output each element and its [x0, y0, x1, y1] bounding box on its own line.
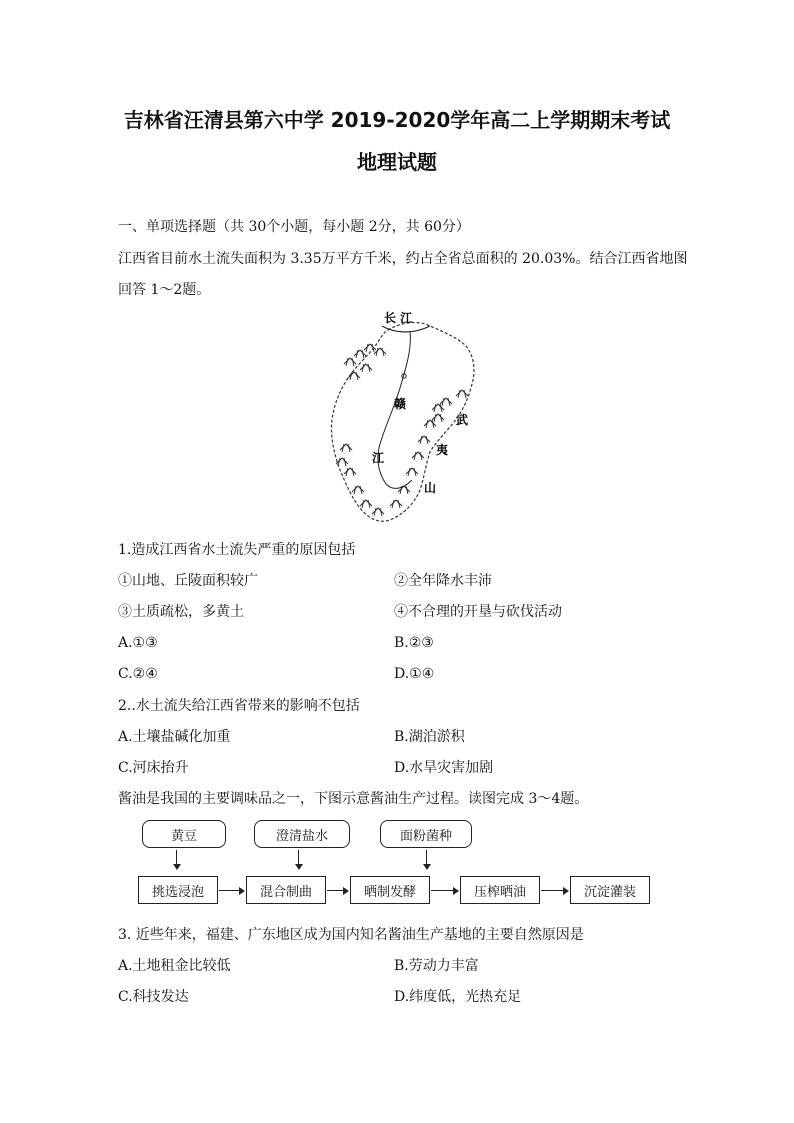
exam-subject: 地理试题 — [357, 150, 437, 174]
flow-arrow-down-1 — [176, 850, 177, 868]
q1-option-c: C.②④ — [118, 666, 158, 682]
flow-step-4: 压榨晒油 — [460, 876, 540, 904]
exam-title: 吉林省汪清县第六中学 2019-2020学年高二上学期期末考试 — [123, 108, 671, 132]
q1-statement-2: ②全年降水丰沛 — [394, 573, 492, 589]
q3-option-d: D.纬度低，光热充足 — [394, 989, 522, 1005]
map-label-yi: 夷 — [436, 443, 449, 457]
q2-option-d: D.水旱灾害加剧 — [394, 760, 494, 776]
map-label-jiang: 江 — [372, 451, 385, 465]
map-label-shan: 山 — [424, 481, 437, 495]
q1-option-b: B.②③ — [394, 635, 434, 651]
q3-option-b: B.劳动力丰富 — [394, 958, 479, 974]
flow-arrow-right-4 — [541, 890, 567, 891]
flow-arrow-down-3 — [426, 850, 427, 868]
map-label-wu: 武 — [456, 413, 469, 427]
flow-input-brine: 澄清盐水 — [254, 820, 350, 848]
flow-arrow-right-1 — [219, 890, 243, 891]
q1-option-a: A.①③ — [118, 635, 158, 651]
flow-arrow-down-2 — [298, 850, 299, 868]
flow-step-5: 沉淀灌装 — [570, 876, 650, 904]
flow-step-2: 混合制曲 — [246, 876, 326, 904]
flow-step-3: 晒制发酵 — [350, 876, 430, 904]
question-1-stem: 1.造成江西省水土流失严重的原因包括 — [118, 542, 356, 558]
q2-option-a: A.土壤盐碱化加重 — [118, 729, 231, 745]
question-3-stem: 3. 近些年来，福建、广东地区成为国内知名酱油生产基地的主要自然原因是 — [118, 927, 584, 943]
flow-arrow-right-2 — [327, 890, 347, 891]
map-label-changjiang: 长 江 — [384, 311, 413, 325]
flow-input-soybean: 黄豆 — [142, 820, 226, 848]
section-heading: 一、单项选择题（共 30个小题，每小题 2分，共 60分） — [118, 219, 470, 235]
jiangxi-map — [326, 308, 486, 530]
q1-statement-3: ③土质疏松，多黄土 — [118, 604, 244, 620]
flow-input-flour-starter: 面粉菌种 — [380, 820, 472, 848]
map-label-gan: 赣 — [394, 397, 407, 411]
q2-option-c: C.河床抬升 — [118, 760, 189, 776]
flow-step-1: 挑选浸泡 — [138, 876, 218, 904]
intro-paragraph-line1: 江西省目前水土流失面积为 3.35万平方千米，约占全省总面积的 20.03%。结合江西省地图 — [118, 251, 688, 267]
soy-sauce-flowchart — [130, 814, 660, 914]
intro-paragraph-2: 酱油是我国的主要调味品之一，下图示意酱油生产过程。读图完成 3～4题。 — [118, 791, 589, 807]
intro-paragraph-line2: 回答 1～2题。 — [118, 282, 211, 298]
q3-option-a: A.土地租金比较低 — [118, 958, 231, 974]
flow-arrow-right-3 — [431, 890, 457, 891]
q1-option-d: D.①④ — [394, 666, 435, 682]
q1-statement-1: ①山地、丘陵面积较广 — [118, 573, 258, 589]
question-2-stem: 2..水土流失给江西省带来的影响不包括 — [118, 698, 360, 714]
q2-option-b: B.湖泊淤积 — [394, 729, 465, 745]
q1-statement-4: ④不合理的开垦与砍伐活动 — [394, 604, 562, 620]
q3-option-c: C.科技发达 — [118, 989, 189, 1005]
